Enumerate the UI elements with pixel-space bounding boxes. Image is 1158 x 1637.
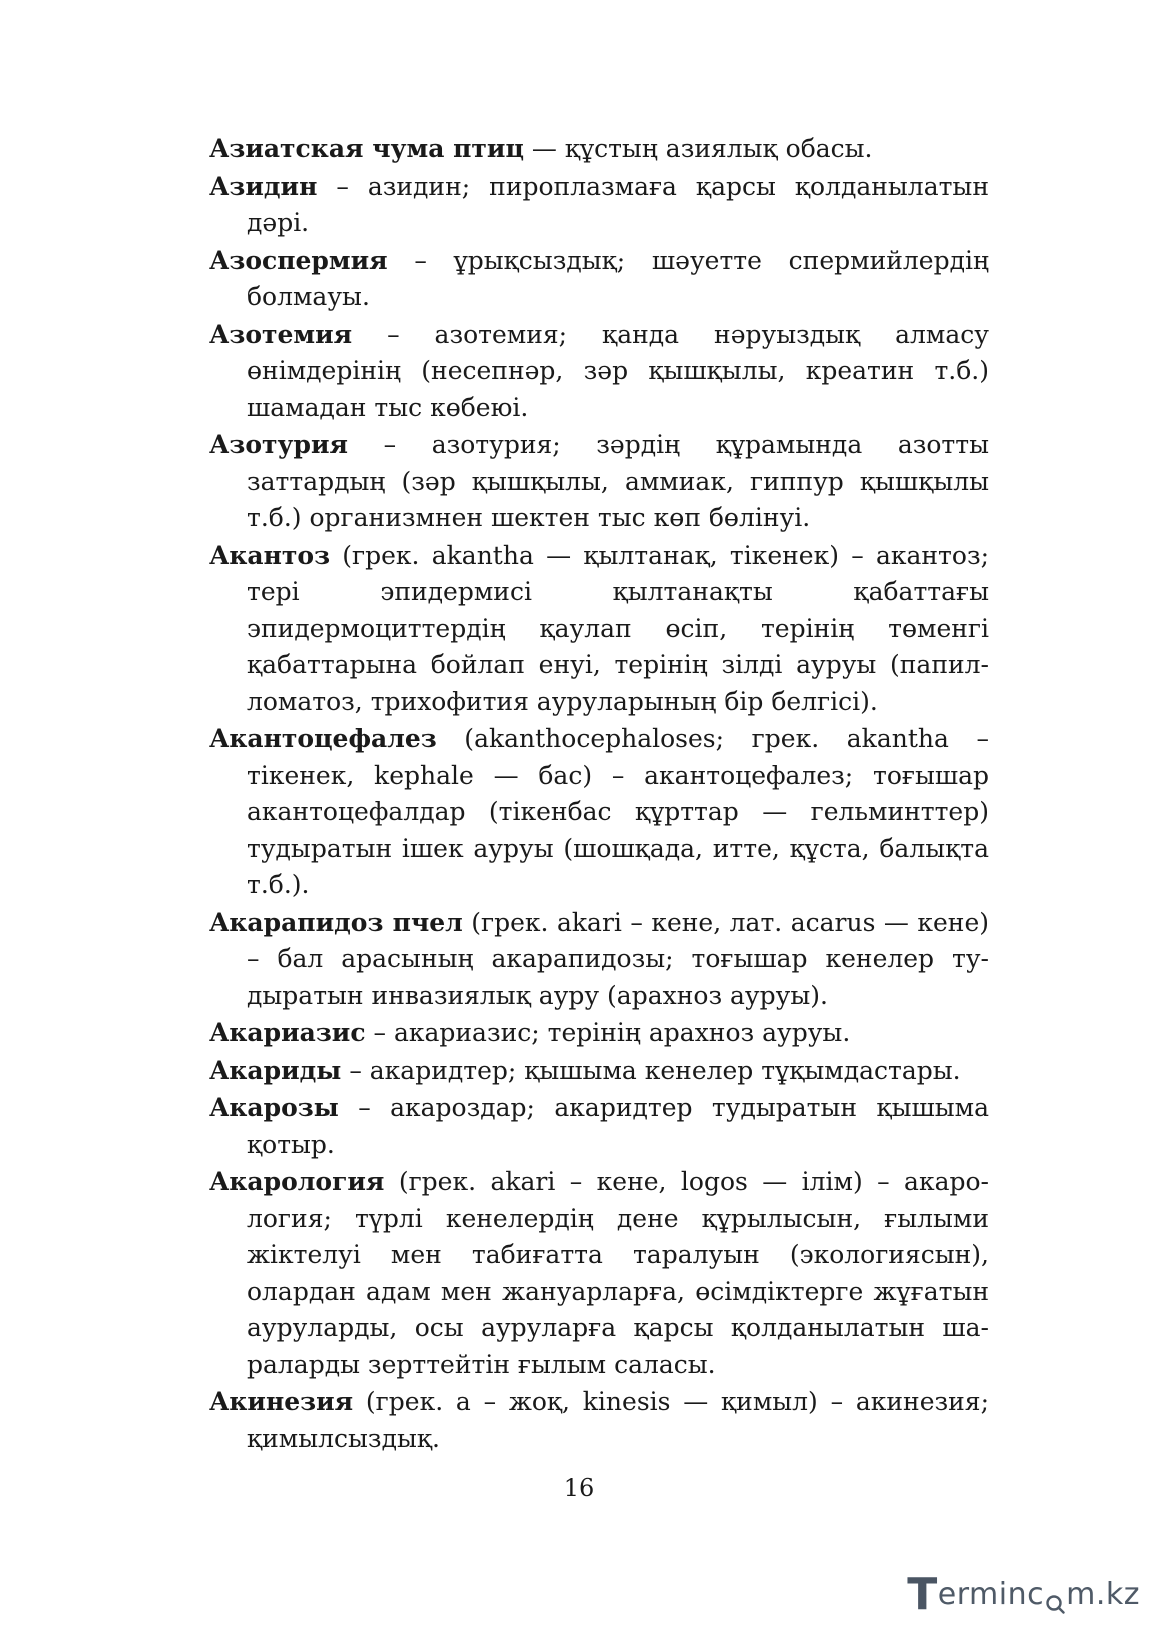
termincom-watermark-logo <box>907 1569 1140 1620</box>
entry-term: Акантоз <box>209 540 331 570</box>
watermark-big-letter: T <box>907 1569 938 1620</box>
entry-term: Азоспермия <box>209 245 388 275</box>
dictionary-entry <box>209 1015 989 1052</box>
dictionary-entry <box>209 131 989 168</box>
dictionary-entry <box>209 721 989 904</box>
entry-term: Азиатская чума птиц <box>209 134 524 163</box>
entry-definition: (грек. akari – кене, logos — ілім) – акарология; түрлі кенелердің дене құрылысын, ғылыми жіктелуі мен табиғатта таралуын (экологиясын), олардан адам мен жануарларға, өсімдіктерге жұғатын ауруларды, осы ауруларға қарсы қолданылатын шараларды зерттейтін ғылым саласы. <box>247 1167 989 1379</box>
entry-definition: – азидин; пироплазмаға қарсы қолданылатын дәрі. <box>247 171 989 237</box>
entry-term: Азидин <box>209 171 318 201</box>
magnifier-icon <box>1045 1587 1065 1607</box>
dictionary-entry <box>209 1053 989 1090</box>
entry-term: Азотурия <box>209 430 348 459</box>
entry-definition: (грек. а – жоқ, kinesis — қимыл) – акинезия; қимылсыздық. <box>247 1387 989 1453</box>
dictionary-entry <box>209 905 989 1015</box>
entry-term: Акантоцефалез <box>209 724 437 753</box>
page-number: 16 <box>563 1474 595 1502</box>
dictionary-entry <box>209 169 989 242</box>
entry-definition: (akanthocephaloses; грек. akantha – тікенек, kephale — бас) – акантоцефалез; тоғышар акантоцефалдар (тікенбас құрттар — гельминттер) тудыратын ішек ауруы (шошқада, итте, құста, балықта т.б.). <box>247 724 989 899</box>
dictionary-entry <box>209 1384 989 1457</box>
entry-term: Акарапидоз пчел <box>209 907 463 937</box>
dictionary-entry <box>209 317 989 427</box>
entry-term: Акарозы <box>209 1093 339 1122</box>
dictionary-entry <box>209 427 989 537</box>
entry-definition: – акароздар; акаридтер тудыратын қышыма қотыр. <box>247 1093 989 1159</box>
dictionary-entry <box>209 243 989 316</box>
entry-term: Акарология <box>209 1167 385 1196</box>
dictionary-entry <box>209 1164 989 1383</box>
entry-definition: – акариазис; терінің арахноз ауруы. <box>365 1018 851 1047</box>
entry-definition: – азотемия; қанда нәруыздық алмасу өнімдерінің (несепнәр, зәр қышқылы, креатин т.б.) шамадан тыс көбеюі. <box>247 319 989 422</box>
entry-definition: – ұрықсыздық; шәуетте спермийлердің болмауы. <box>247 245 989 311</box>
watermark-text-part2: m.kz <box>1066 1577 1140 1612</box>
entry-definition: – азотурия; зәрдің құрамында азотты заттардың (зәр қышқылы, аммиак, гиппур қышқылы т.б.) организмнен шектен тыс көп бөлінуі. <box>247 430 989 532</box>
entry-definition: (грек. akari – кене, лат. acarus — кене) – бал арасының акарапидозы; тоғышар кенелер тудыратын инвазиялық ауру (арахноз ауруы). <box>247 907 989 1010</box>
dictionary-entries <box>209 131 989 1458</box>
dictionary-entry <box>209 538 989 721</box>
entry-term: Акариазис <box>209 1018 366 1047</box>
entry-definition: — құстың азиялық обасы. <box>523 134 873 163</box>
entry-definition: (грек. akantha — қылтанақ, тікенек) – акантоз; тері эпидермисі қылтанақты қабаттағы эпидермоциттердің қаулап өсіп, терінің төменгі қабаттарына бойлап енуі, терінің зілді ауруы (папилломатоз, трихофития ауруларының бір белгісі). <box>247 540 989 716</box>
watermark-text-part1: erminc <box>937 1577 1045 1612</box>
dictionary-entry <box>209 1090 989 1163</box>
entry-term: Акариды <box>209 1055 342 1085</box>
entry-term: Азотемия <box>209 319 353 349</box>
entry-definition: – акаридтер; қышыма кенелер тұқымдастары. <box>341 1055 961 1085</box>
entry-term: Акинезия <box>209 1387 354 1416</box>
